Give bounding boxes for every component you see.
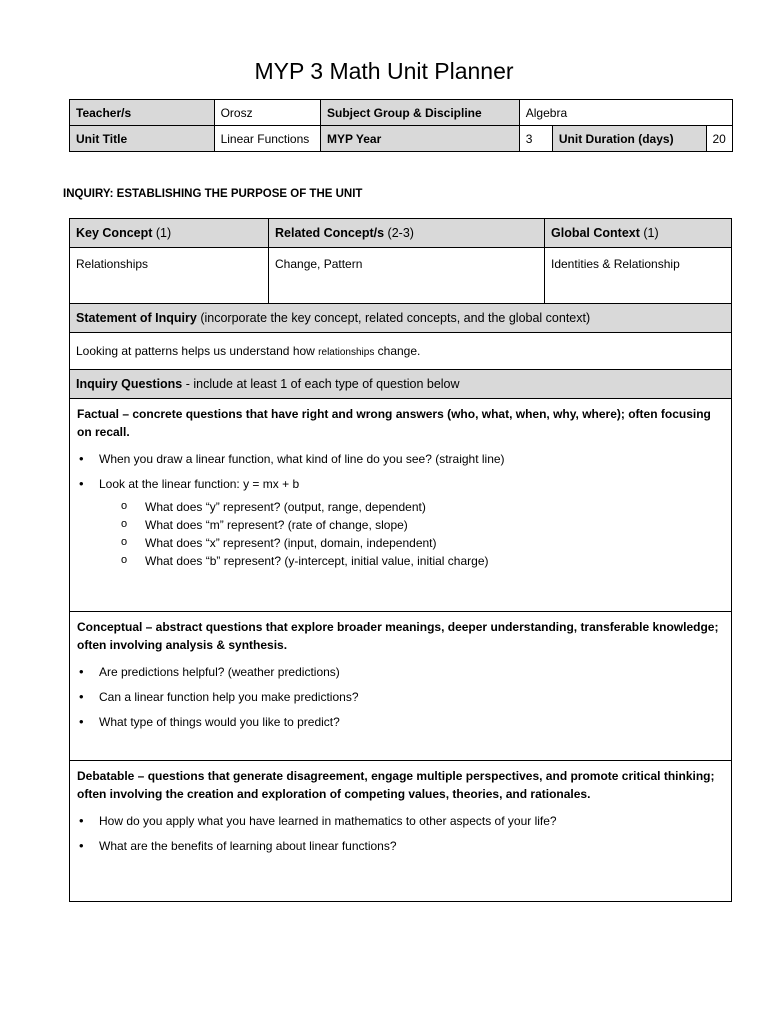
list-item: • What are the benefits of learning about linear functions?: [77, 838, 724, 854]
conceptual-heading: Conceptual – abstract questions that explore broader meanings, deeper understanding, transferable knowledge; often involving analysis & synthesis.: [77, 620, 719, 652]
conceptual-questions-cell: [70, 612, 732, 761]
list-item: o What does “b” represent? (y-intercept, initial value, initial charge): [121, 552, 724, 570]
page-title: MYP 3 Math Unit Planner: [254, 58, 514, 84]
table-row: [70, 761, 732, 902]
section-heading: INQUIRY: ESTABLISHING THE PURPOSE OF THE UNIT: [63, 188, 363, 200]
myp-year-label: MYP Year: [320, 126, 519, 152]
inquiry-table: [69, 218, 732, 902]
table-row: [70, 126, 733, 152]
teacher-label: Teacher/s: [70, 100, 215, 126]
table-row: [70, 219, 732, 248]
unit-info-table: [69, 99, 733, 152]
factual-heading: Factual – concrete questions that have right and wrong answers (who, what, when, why, where); often focusing on recall.: [77, 407, 711, 439]
list-item: o What does “m” represent? (rate of change, slope): [121, 516, 724, 534]
table-row: [70, 333, 732, 370]
list-item: • How do you apply what you have learned in mathematics to other aspects of your life?: [77, 813, 724, 829]
unit-title-value: Linear Functions: [214, 126, 320, 152]
statement-of-inquiry-header: Statement of Inquiry (incorporate the key concept, related concepts, and the global context): [70, 304, 732, 333]
list-item: • What type of things would you like to predict?: [77, 714, 724, 730]
related-concepts-header: Related Concept/s (2-3): [269, 219, 545, 248]
subject-label: Subject Group & Discipline: [320, 100, 519, 126]
inquiry-questions-header: Inquiry Questions - include at least 1 of each type of question below: [70, 370, 732, 399]
factual-sub-list: [121, 498, 724, 570]
myp-year-value: 3: [519, 126, 552, 152]
debatable-heading: Debatable – questions that generate disagreement, engage multiple perspectives, and promote critical thinking; often involving the creation and exploration of competing values, theories, and rationales.: [77, 769, 715, 801]
list-item: • When you draw a linear function, what kind of line do you see? (straight line): [77, 451, 724, 467]
duration-label: Unit Duration (days): [552, 126, 706, 152]
list-item: • Can a linear function help you make predictions?: [77, 689, 724, 705]
list-item: • Are predictions helpful? (weather predictions): [77, 664, 724, 680]
table-row: [70, 370, 732, 399]
key-concept-header: Key Concept (1): [70, 219, 269, 248]
list-item: • Look at the linear function: y = mx + b o What does “y” represent? (output, range, dependent) o What does “m” represent? (rate of change, slope) o What does “x” represent? (input, domain, independent) o What does “b” represent? (y-intercept, initial value, initial charge): [77, 476, 724, 570]
teacher-value: Orosz: [214, 100, 320, 126]
debatable-questions-cell: [70, 761, 732, 902]
table-row: [70, 304, 732, 333]
related-concepts-value: Change, Pattern: [269, 248, 545, 304]
factual-questions-cell: [70, 399, 732, 612]
key-concept-value: Relationships: [70, 248, 269, 304]
table-row: [70, 248, 732, 304]
debatable-list: [77, 813, 724, 854]
table-row: [70, 100, 733, 126]
duration-value: 20: [706, 126, 733, 152]
global-context-header: Global Context (1): [545, 219, 732, 248]
unit-title-label: Unit Title: [70, 126, 215, 152]
subject-value: Algebra: [519, 100, 732, 126]
global-context-value: Identities & Relationship: [545, 248, 732, 304]
factual-list: [77, 451, 724, 570]
list-item: o What does “y” represent? (output, range, dependent): [121, 498, 724, 516]
table-row: [70, 612, 732, 761]
conceptual-list: [77, 664, 724, 730]
statement-of-inquiry-text: Looking at patterns helps us understand how relationships change.: [70, 333, 732, 370]
list-item: o What does “x” represent? (input, domain, independent): [121, 534, 724, 552]
table-row: [70, 399, 732, 612]
